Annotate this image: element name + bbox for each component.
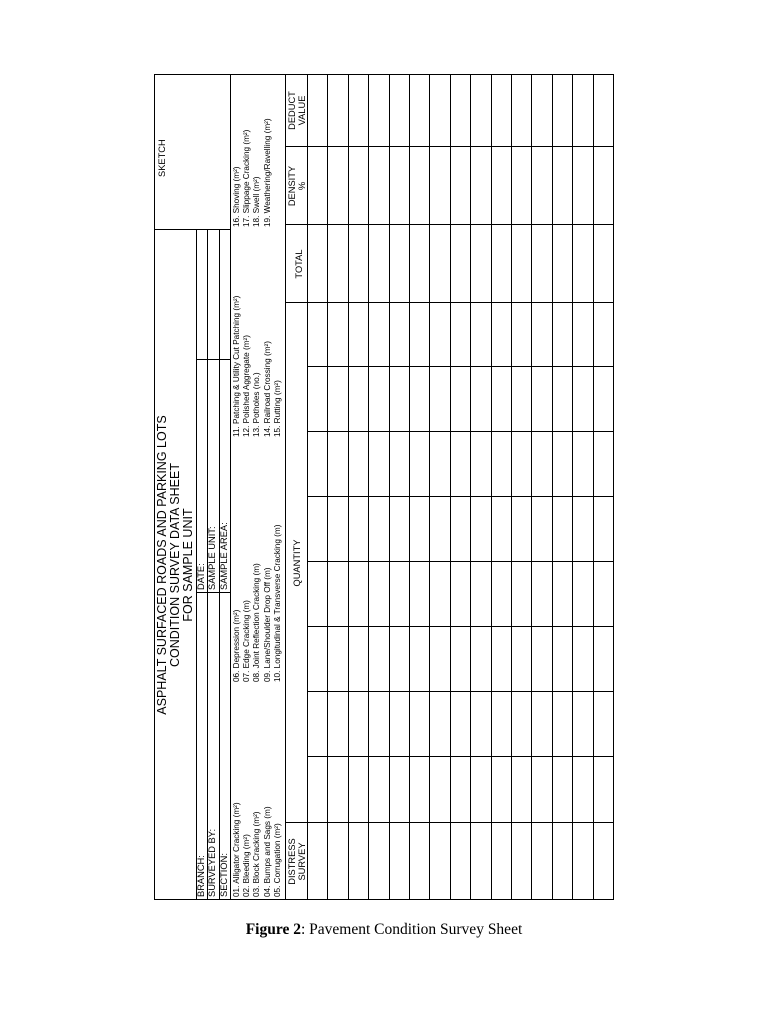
header-col-line-0 — [285, 899, 307, 900]
branch-label: BRANCH: — [196, 855, 206, 897]
figure-caption — [0, 921, 768, 939]
data-row-line-9 — [491, 74, 492, 900]
distress-type-18: 18. Swell (m²) — [252, 176, 262, 227]
data-col-line-10 — [307, 224, 614, 225]
data-row-line-8 — [470, 74, 471, 900]
distress-type-03: 03. Block Cracking (m²) — [252, 811, 262, 897]
data-row-line-5 — [409, 74, 410, 900]
data-col-line-4 — [307, 626, 614, 627]
data-row-line-11 — [531, 74, 532, 900]
data-col-line-6 — [307, 496, 614, 497]
distress-type-08: 08. Joint Reflection Cracking (m) — [252, 563, 262, 682]
data-row-line-3 — [368, 74, 369, 900]
density-header-line-1: DENSITY — [287, 165, 297, 207]
distress-type-06: 06. Depression (m²) — [232, 609, 241, 682]
density-header-line-2: % — [297, 181, 307, 191]
sheet-title-line-2: CONDITION SURVEY DATA SHEET — [168, 463, 182, 667]
data-row-line-4 — [389, 74, 390, 900]
distress-survey-header — [287, 823, 307, 900]
data-row-line-13 — [572, 74, 573, 900]
figure-label: Figure 2 — [245, 921, 301, 938]
distress-type-13: 13. Potholes (no.) — [252, 372, 262, 437]
sheet-title-line-1: ASPHALT SURFACED ROADS AND PARKING LOTS — [155, 415, 169, 715]
deduct-value-header-line-2: VALUE — [297, 95, 307, 126]
distress-type-16: 16. Shoving (m²) — [232, 166, 241, 227]
survey-data-sheet — [154, 74, 614, 900]
sheet-border-right — [154, 74, 285, 75]
distress-type-15: 15. Rutting (m²) — [272, 380, 282, 437]
sheet-title-line-3: FOR SAMPLE UNIT — [181, 508, 195, 622]
distress-type-01: 01. Alligator Cracking (m²) — [232, 802, 241, 897]
distress-list-col-1 — [232, 802, 283, 897]
data-row-line-1 — [327, 74, 328, 900]
distress-type-12: 12. Polished Aggregate (m²) — [242, 335, 252, 437]
distress-type-02: 02. Bleeding (m²) — [242, 834, 252, 897]
info-row-line-4 — [230, 74, 231, 900]
data-col-line-9 — [307, 302, 614, 303]
sketch-label: SKETCH — [157, 139, 167, 177]
distress-type-17: 17. Slippage Cracking (m²) — [242, 129, 252, 227]
header-col-line-3 — [285, 224, 307, 225]
distress-type-05: 05. Corrugation (m²) — [272, 823, 282, 897]
header-row-bottom-line — [307, 74, 308, 900]
data-row-line-14 — [593, 74, 594, 900]
distress-list-col-4 — [232, 118, 273, 227]
data-col-line-0 — [307, 899, 614, 900]
data-col-line-8 — [307, 366, 614, 367]
data-col-line-11 — [307, 146, 614, 147]
figure-caption-text: : Pavement Condition Survey Sheet — [300, 921, 523, 938]
distress-type-14: 14. Railroad Crossing (m²) — [262, 340, 272, 437]
data-row-line-12 — [552, 74, 553, 900]
data-row-line-10 — [511, 74, 512, 900]
data-col-line-2 — [307, 756, 614, 757]
section-label: SECTION: — [219, 853, 229, 897]
distress-list-col-2 — [232, 525, 283, 682]
info-col-divider-1 — [196, 592, 230, 593]
data-row-line-6 — [429, 74, 430, 900]
header-row-top-line — [285, 74, 286, 900]
distress-list-col-3 — [232, 296, 283, 437]
info-col-divider-2 — [196, 359, 230, 360]
header-col-line-4 — [285, 146, 307, 147]
data-col-line-7 — [307, 431, 614, 432]
date-label: DATE: — [196, 563, 206, 590]
data-col-line-1 — [307, 822, 614, 823]
data-row-line-7 — [450, 74, 451, 900]
distress-type-11: 11. Patching & Utility Cut Patching (m²) — [232, 295, 241, 437]
density-header — [287, 147, 307, 225]
distress-survey-header-line-2: SURVEY — [297, 842, 307, 881]
deduct-value-header-line-1: DEDUCT — [287, 91, 297, 130]
distress-type-09: 09. Lane/Shoulder Drop Off (m) — [262, 567, 272, 682]
header-col-line-5 — [285, 74, 307, 75]
sample-unit-label: SAMPLE UNIT: — [207, 526, 217, 590]
surveyed-by-label: SURVEYED BY: — [207, 828, 217, 897]
data-row-line-2 — [348, 74, 349, 900]
data-row-line-15 — [613, 74, 614, 900]
data-col-line-12 — [307, 74, 614, 75]
distress-survey-header-line-1: DISTRESS — [287, 838, 297, 885]
header-col-line-1 — [285, 822, 307, 823]
total-header: TOTAL — [294, 249, 304, 279]
sample-area-label: SAMPLE AREA: — [219, 522, 229, 590]
data-col-line-3 — [307, 691, 614, 692]
data-col-line-5 — [307, 561, 614, 562]
distress-type-04: 04. Bumps and Sags (m) — [262, 806, 272, 897]
distress-type-10: 10. Longitudinal & Transverse Cracking (m) — [272, 524, 282, 682]
quantity-header: QUANTITY — [292, 539, 302, 587]
distress-type-07: 07. Edge Cracking (m) — [242, 600, 252, 682]
header-col-line-2 — [285, 302, 307, 303]
deduct-value-header — [287, 74, 307, 147]
distress-type-19: 19. Weathering/Ravelling (m²) — [262, 118, 272, 227]
